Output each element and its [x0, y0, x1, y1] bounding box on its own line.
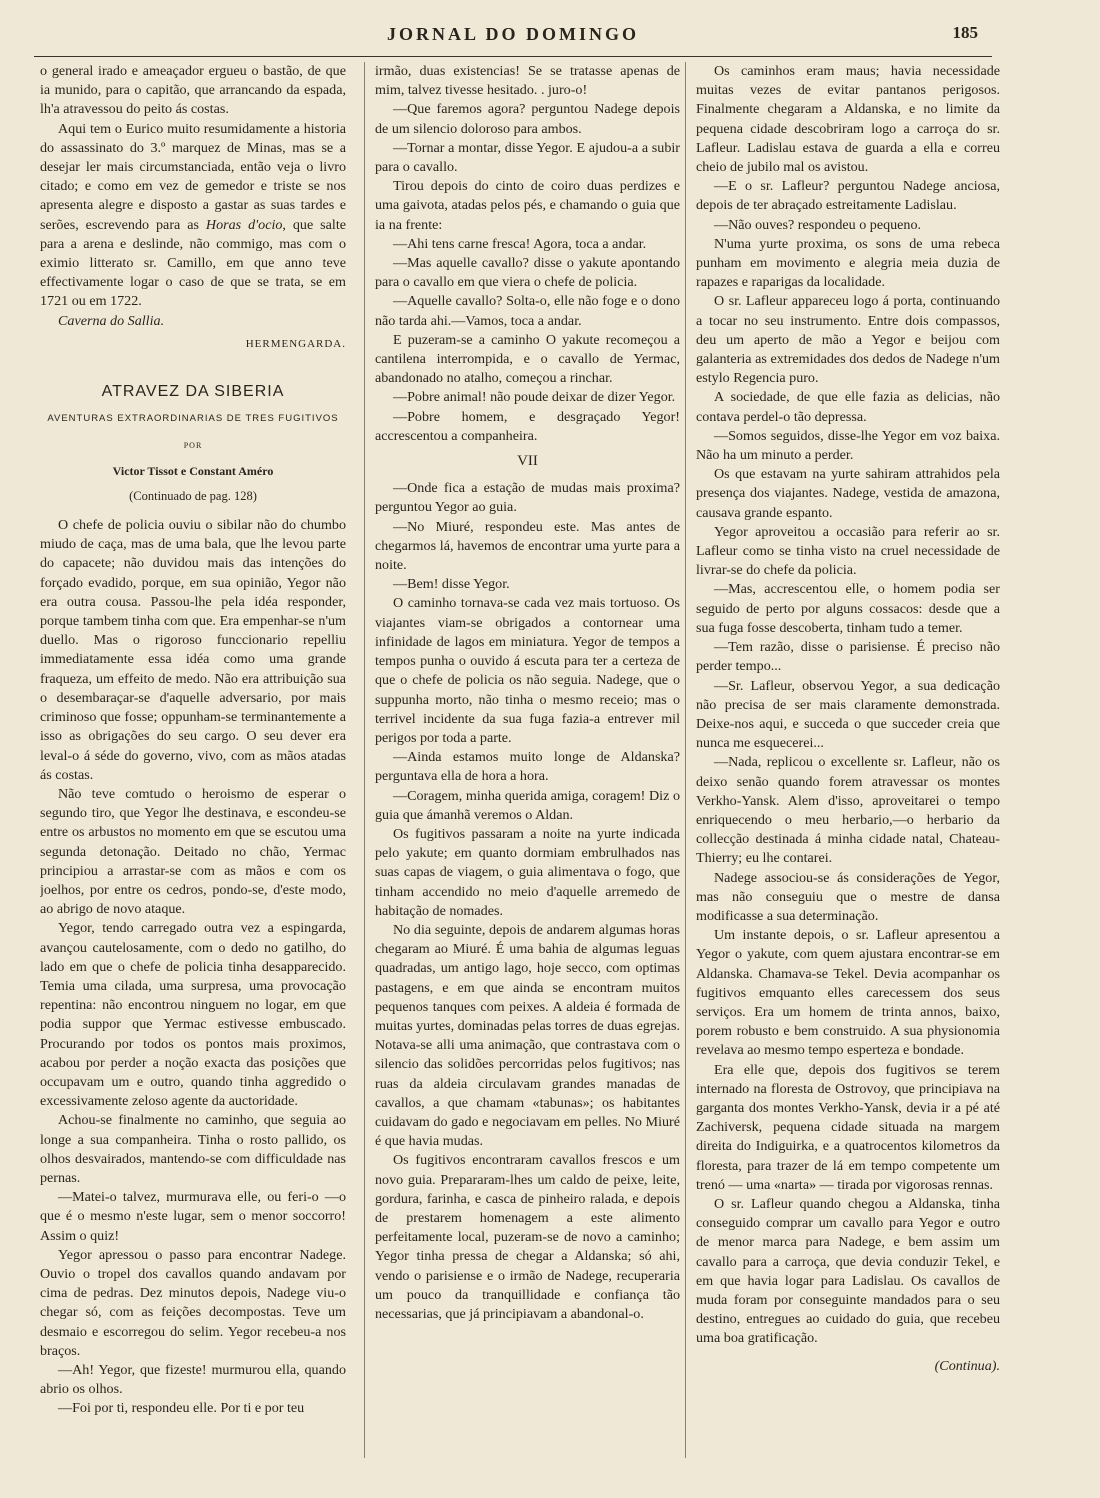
book-title: Horas d'ocio [205, 216, 283, 233]
column-2 [364, 62, 680, 1458]
paragraph: irmão, duas existencias! Se se tratasse apenas de mim, talvez tivesse hesitado. . juro-o! [375, 63, 680, 99]
paragraph: O sr. Lafleur appareceu logo á porta, continuando a tocar no seu instrumento. Entre dois compassos, deu um aperto de mão a Yegor e beijou com galanteria as extremidades dos dedos de Nadege n'um estylo Regencia puro. [696, 293, 1000, 387]
paragraph: —Mas, accrescentou elle, o homem podia ser seguido de perto por alguns cossacos: desde que a sua fuga fosse descoberta, tinham tudo a temer. [696, 581, 1000, 636]
place-line: Caverna do Sallia. [58, 312, 165, 329]
paragraph: —Sr. Lafleur, observou Yegor, a sua dedicação não precisa de ser mais claramente demonstrada. Deixe-nos aqui, e succeda o que succeder creia que nunca me esquecerei... [696, 677, 1000, 752]
paragraph: —Mas aquelle cavallo? disse o yakute apontando para o cavallo em que viera o chefe de policia. [375, 255, 680, 291]
paragraph: O sr. Lafleur quando chegou a Aldanska, tinha conseguido comprar um cavallo para Yegor e outro de menor marca para Nadege, e bem assim um cavallo para a carroça, que devia conduzir Tekel, e em que havia logar para Ladislau. Os cavallos de muda foram por conseguinte mandados para o seu destino, entregues ao cuidado do guia, que recebeu uma boa gratificação. [696, 1195, 1000, 1347]
article-subtitle: AVENTURAS EXTRAORDINARIAS DE TRES FUGITIVOS [47, 413, 339, 425]
paragraph: —Que faremos agora? perguntou Nadege depois de um silencio doloroso para ambos. [375, 101, 680, 137]
byline-por: POR [183, 441, 203, 451]
paragraph: Nadege associou-se ás considerações de Yegor, mas não conseguiu que o mestre de dansa modificasse a sua determinação. [696, 869, 1000, 924]
masthead: JORNAL DO DOMINGO [386, 24, 639, 44]
paragraph: —Somos seguidos, disse-lhe Yegor em voz baixa. Não ha um minuto a perder. [696, 427, 1000, 464]
paragraph: —Foi por ti, respondeu elle. Por ti e por teu [58, 1400, 305, 1417]
paragraph: —Pobre animal! não poude deixar de dizer Yegor. [393, 389, 676, 406]
continua-note: (Continua). [934, 1357, 1000, 1374]
paragraph: Achou-se finalmente no caminho, que seguia ao longe a sua companheira. Tinha o rosto pallido, os olhos desvairados, mantendo-se com difficuldade nas pernas. [40, 1112, 346, 1186]
paragraph [40, 120, 346, 312]
paragraph: —Onde fica a estação de mudas mais proxima? perguntou Yegor ao guia. [375, 480, 680, 516]
paragraph: —Bem! disse Yegor. [393, 576, 510, 593]
paragraph: Era elle que, depois dos fugitivos se terem internado na floresta de Ostrovoy, que principiava na garganta dos montes Verkho-Yansk, devia ir a pé até Zachiversk, pequena cidade situada na margem direita do Indiguirka, e a quatrocentos kilometros da floresta, para trazer de lá em tempo competente um trenó — uma «narta» — tirada por vigorosas rennas. [696, 1061, 1000, 1193]
paragraph: Os que estavam na yurte sahiram attrahidos pela presença dos viajantes. Nadege, vestida de amazona, causava grande espanto. [696, 466, 1000, 521]
paragraph: N'uma yurte proxima, os sons de uma rebeca punham em movimento e alegria meia duzia de rapazes e raparigas da localidade. [696, 235, 1000, 291]
paragraph: o general irado e ameaçador ergueu o bastão, de que ia munido, para o capitão, que arrancando da espada, lh'a atravessou do peito ás costas. [40, 63, 346, 118]
paragraph: —Não ouves? respondeu o pequeno. [714, 216, 922, 233]
signature: HERMENGARDA. [245, 337, 346, 350]
paragraph: E puzeram-se a caminho O yakute recomeçou a cantilena interrompida, e o cavallo de Yermac, abandonado no atalho, começou a rinchar. [375, 331, 680, 387]
article-title: ATRAVEZ DA SIBERIA [101, 383, 285, 401]
paragraph: —Pobre homem, e desgraçado Yegor! accrescentou a companheira. [375, 408, 680, 444]
paragraph: —Coragem, minha querida amiga, coragem! Diz o guia que ámanhã veremos o Aldan. [375, 787, 680, 823]
paragraph: —E o sr. Lafleur? perguntou Nadege anciosa, depois de ter abraçado estreitamente Ladislau. [696, 178, 1000, 214]
paragraph: Não teve comtudo o heroismo de esperar o segundo tiro, que Yegor lhe destinava, e escondeu-se entre os arbustos no momento em que se escutou uma segunda detonação. Deitado no chão, Yermac principiou a arrastar-se com as mãos e com os joelhos, por entre os cedros, pondo-se, d'este modo, ao abrigo de novo ataque. [40, 785, 346, 918]
column-3 [685, 62, 1000, 1458]
paragraph: No dia seguinte, depois de andarem algumas horas chegaram ao Miuré. É uma bahia de algumas leguas quadradas, um antigo lago, hoje secco, com optimas pastagens, e em que ainda se encontram muitos pequenos tanques com peixes. A aldeia é formada de muitas yurtes, dominadas pelas torres de duas egrejas. Notava-se alli uma animação, que contrastava com o silencio das solidões percorridas pelos fugitivos; nas ruas da aldeia circulavam grandes manadas de cavallos, a que chamam «tabunas»; os habitantes cuidavam do gado e negociavam em pelles. No Miuré é que havia mudas. [375, 921, 680, 1150]
paragraph: —Nada, replicou o excellente sr. Lafleur, não os deixo senão quando forem atravessar os montes Verkho-Yansk. Alem d'isso, aproveitarei o tempo enriquecendo o meu herbario,—o herbario da collecção destinada á minha cidade natal, Chateau-Thierry; eu lhe contarei. [696, 754, 1000, 867]
column-1 [40, 62, 346, 1458]
paragraph: —Ah! Yegor, que fizeste! murmurou ella, quando abrio os olhos. [40, 1362, 346, 1398]
authors: Victor Tissot e Constant Améro [112, 463, 274, 478]
paragraph: Tirou depois do cinto de coiro duas perdizes e uma gaivota, atadas pelos pés, e chamando o guia que ia na frente: [375, 178, 680, 233]
paragraph: A sociedade, de que elle fazia as delicias, não contava perdel-o tão depressa. [696, 389, 1000, 425]
paragraph: —Ainda estamos muito longe de Aldanska? perguntava ella de hora a hora. [375, 749, 680, 785]
continued-note: (Continuado de pag. 128) [129, 488, 257, 503]
paragraph: Os fugitivos encontraram cavallos frescos e um novo guia. Prepararam-lhes um caldo de peixe, leite, gordura, farinha, e casca de pinheiro ralada, e depois de prestarem homenagem a este alimento perfeitamente local, puzeram-se de novo a caminho; Yegor tinha pressa de chegar a Aldanska; só ahi, vendo o parisiense e o irmão de Nadege, recuperaria um pouco da tranquillidade e confiança tão necessarias, que já principiavam a abandonal-o. [375, 1152, 680, 1322]
paragraph-text: Aqui tem o Eurico muito resumidamente a historia do assassinato do 3.º marquez de Minas, mas se a desejar ler mais circumstanciada, então veja o livro citado; e como em vez de gemedor e triste se nos apresenta alegre e disposto a gastar as suas tardes e serões, escrevendo para as [40, 120, 346, 233]
paragraph: —Aquelle cavallo? Solta-o, elle não foge e o dono não tarda ahi.—Vamos, toca a andar. [375, 293, 680, 329]
paragraph: Yegor, tendo carregado outra vez a espingarda, avançou cautelosamente, com o dedo no gatilho, do lado em que o chefe de policia tinha desapparecido. Temia uma cilada, uma surpresa, uma provocação repentina: não encontrou ninguem no logar, em que podia suppor que Yermac estivesse embuscado. Procurando por todos os pontos mais proximos, acabou por perder a noção exacta das posições que occupavam um e outro, quando tinha aggredido o excessivamente zeloso agente da auctoridade. [40, 920, 346, 1110]
paragraph: Os fugitivos passaram a noite na yurte indicada pelo yakute; em quanto dormiam embrulhados nas suas capas de viagem, o guia alimentava o fogo, que tinham accendido no meio d'aquelle arremedo de habitação de nomades. [375, 825, 680, 919]
paragraph: Yegor apressou o passo para encontrar Nadege. Ouvio o tropel dos cavallos quando andavam por cima de pedras. Dez minutos depois, Nadege viu-o chegar só, com as feições decompostas. Teve um desmaio e escorregou do selim. Yegor recebeu-a nos braços. [40, 1246, 346, 1359]
page-number: 185 [952, 23, 978, 42]
paragraph: Os caminhos eram maus; havia necessidade muitas vezes de evitar pantanos perigosos. Finalmente chegaram a Aldanska, e no limite da pequena cidade descobriram logo a carroça do sr. Lafleur. Ladislau estava de guarda a ella e correu cheio de jubilo mal os avistou. [696, 63, 1000, 176]
page-header [34, 22, 992, 57]
paragraph-text: , que salte para a arena e deslinde, não commigo, mas com o eximio litterato sr. Camillo, em que anno teve effectivamente logar o caso de que se trata, se em 1721 ou em 1722. [40, 216, 346, 310]
paragraph: Um instante depois, o sr. Lafleur apresentou a Yegor o yakute, com quem ajustara encontrar-se em Aldanska. Chamava-se Tekel. Devia acompanhar os fugitivos emquanto elles carecessem dos seus serviços. Era um homem de trinta annos, baixo, porem robusto e bem construido. A sua physionomia revelava ao mesmo tempo esperteza e bondade. [696, 927, 1000, 1059]
paragraph: —Tem razão, disse o parisiense. É preciso não perder tempo... [696, 639, 1000, 675]
paragraph: —Tornar a montar, disse Yegor. E ajudou-a a subir para o cavallo. [375, 139, 680, 176]
paragraph: —No Miuré, respondeu este. Mas antes de chegarmos lá, havemos de encontrar uma yurte para a noite. [375, 518, 680, 574]
paragraph: Yegor aproveitou a occasião para referir ao sr. Lafleur como se tinha visto na cruel necessidade de livrar-se do chefe da policia. [696, 523, 1000, 579]
paragraph: —Matei-o talvez, murmurava elle, ou feri-o —o que é o mesmo n'este lugar, sem o menor soccorro! Assim o quiz! [40, 1189, 346, 1244]
paragraph: O caminho tornava-se cada vez mais tortuoso. Os viajantes viam-se obrigados a contornear uma infinidade de lagos em miniatura. Yegor de tempos a tempos punha o ouvido á escuta para ter a certeza de que o chefe de policia os não seguia. Nadege, que o suppunha morto, não tinha o mesmo receio; mas o terrivel incidente da sua fuga fazia-a entrever mil perigos por toda a parte. [375, 595, 680, 746]
paragraph: O chefe de policia ouviu o sibilar não do chumbo miudo de caça, mas de uma bala, que lhe levou parte do capacete; não duvidou mais das intenções do forçado evadido, porque, em sua opinião, Yegor não era outra cousa. Passou-lhe pela idéa responder, porque tambem tinha com que. Era empenhar-se n'um duello. Mas o rigoroso funccionario repelliu immediatamente essa idéa como uma grande fraqueza, um effeito de medo. Não era attribuição sua o desembaraçar-se d'aquelle adversario, por mais criminoso que fosse; oppunham-se terminantemente a isso as obrigações do seu cargo. O seu dever era leval-o á séde do governo, vivo, com as mãos atadas ás costas. [40, 517, 346, 783]
chapter-number: VII [517, 453, 538, 470]
paragraph: —Ahi tens carne fresca! Agora, toca a andar. [393, 235, 647, 252]
